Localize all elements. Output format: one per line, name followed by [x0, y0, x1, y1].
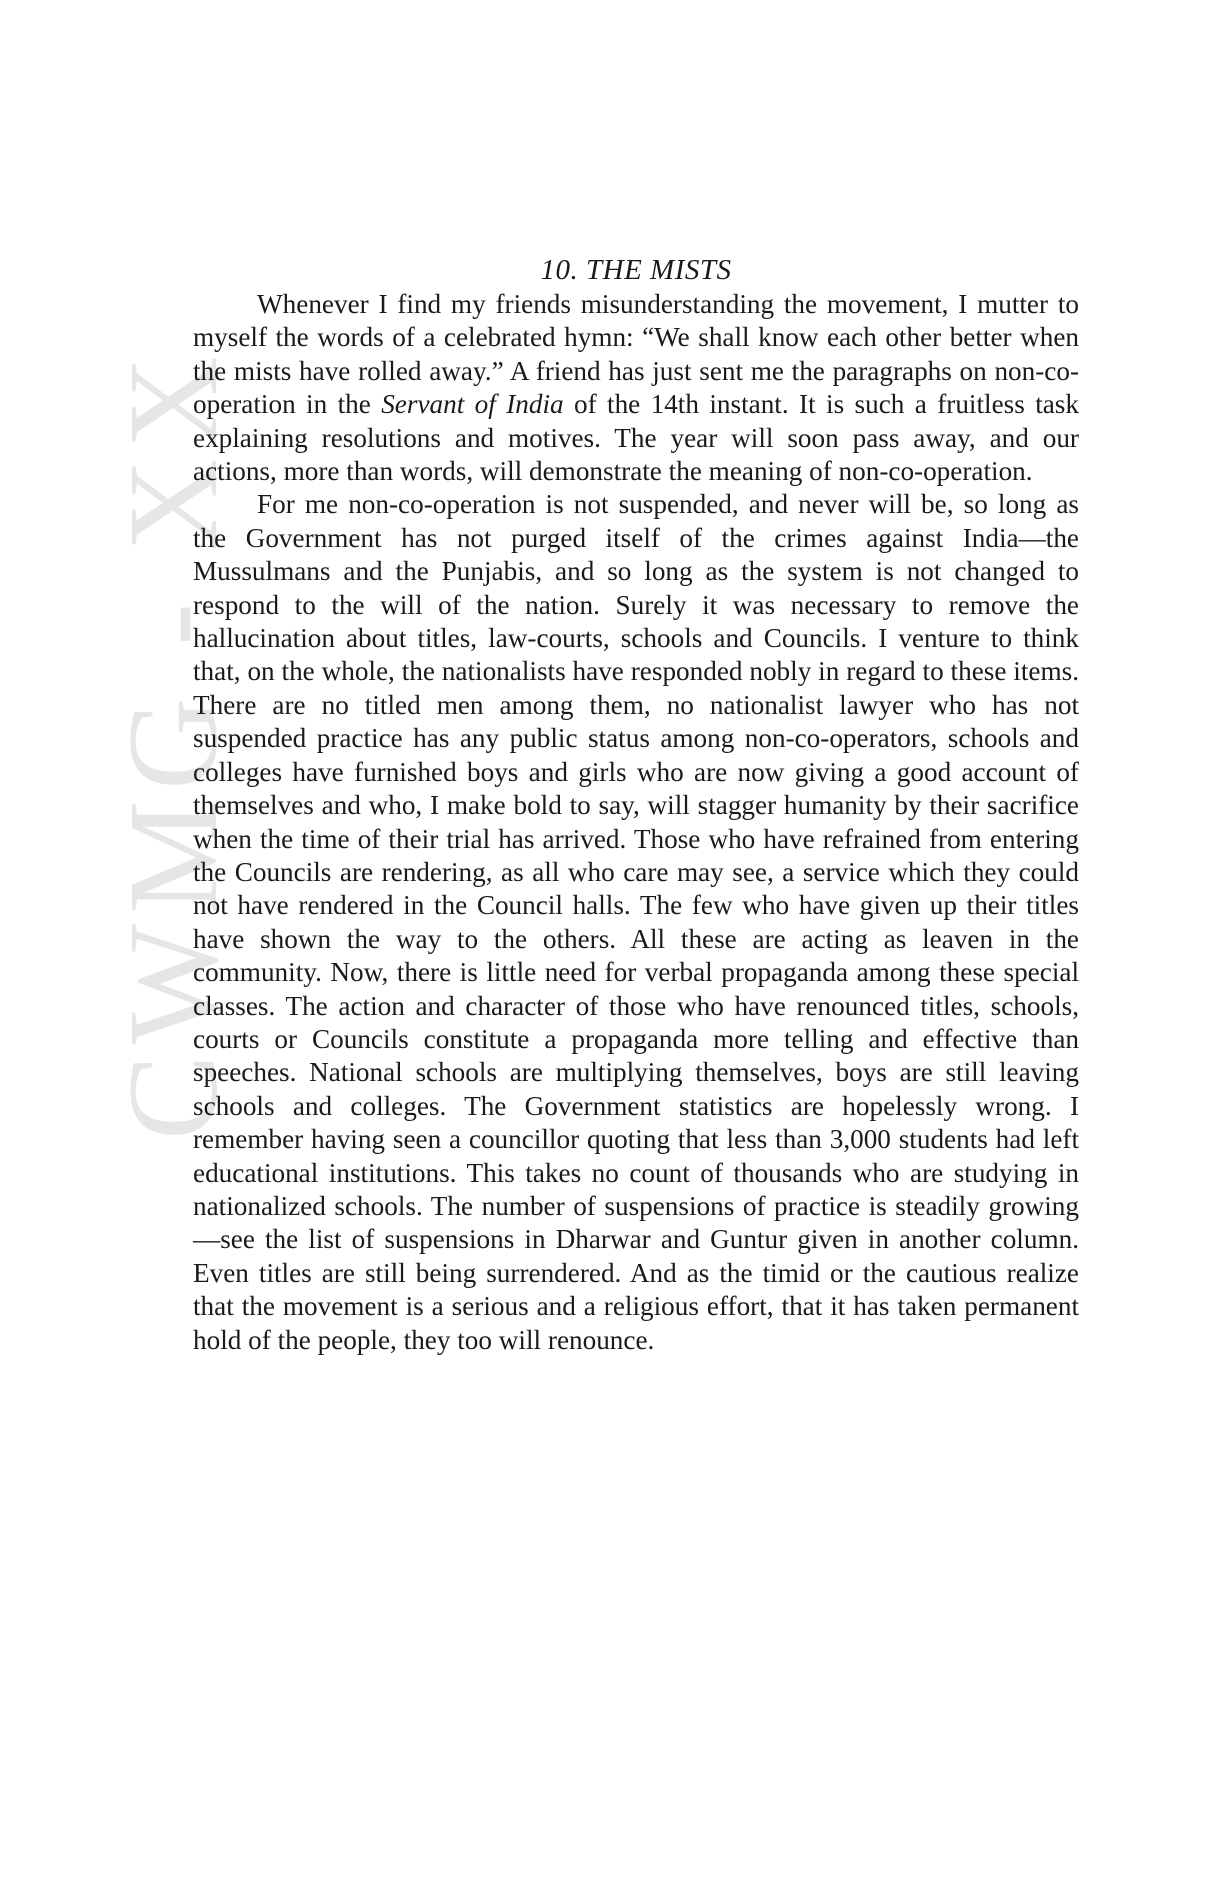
- publication-title-india: India: [506, 389, 564, 420]
- publication-title-of: of: [474, 389, 496, 420]
- chapter-title: THE MISTS: [586, 254, 732, 286]
- chapter-number: 10.: [540, 254, 579, 286]
- space: [464, 389, 474, 419]
- page-body: [193, 250, 1079, 1357]
- paragraph-1: [193, 288, 1079, 488]
- paragraph-2: For me non-co-operation is not suspended, and never will be, so long as the Government has not purged itself of the crimes against India—the Mussulmans and the Punjabis, and so long as the system is not changed to respond to the will of the nation. Surely it was necessary to remove the hallucination about titles, law-courts, schools and Councils. I venture to think that, on the whole, the nationalists have responded nobly in regard to these items. There are no titled men among them, no nationalist lawyer who has not suspended practice has any public status among non-co-operators, schools and colleges have furnished boys and girls who are now giving a good account of themselves and who, I make bold to say, will stagger humanity by their sacrifice when the time of their trial has arrived. Those who have refrained from entering the Councils are rendering, as all who care may see, a service which they could not have rendered in the Council halls. The few who have given up their titles have shown the way to the others. All these are acting as leaven in the community. Now, there is little need for verbal propaganda among these special classes. The action and character of those who have renounced titles, schools, courts or Councils constitute a propaganda more telling and effective than speeches. National schools are multiplying themselves, boys are still leaving schools and colleges. The Government statistics are hopelessly wrong. I remember having seen a councillor quoting that less than 3,000 students had left educational institutions. This takes no count of thousands who are studying in nationalized schools. The number of suspensions of practice is steadily growing—see the list of suspensions in Dharwar and Guntur given in another column. Even titles are still being surrendered. And as the timid or the cautious realize that the movement is a serious and a religious effort, that it has taken permanent hold of the people, they too will renounce.: [193, 489, 1079, 1355]
- paragraph-1-text-a: Whenever I find my friends misunderstanding the movement, I mutter to myself the words of a celebrated hymn: “We shall know each other better when the mists have rolled away.” A friend has just sent me the paragraphs on non-co-operation in the: [193, 289, 1079, 420]
- publication-title-servant: Servant: [381, 389, 465, 420]
- paragraph-1-text-b: of the 14th instant. It is such a fruitless task explaining resolutions and motives. The year will soon pass away, and our actions, more than words, will demonstrate the meaning of non-co-operation.: [193, 389, 1079, 487]
- space: [496, 389, 506, 419]
- chapter-heading: [193, 250, 1079, 290]
- watermark: CWMG - XX: [102, 346, 244, 1140]
